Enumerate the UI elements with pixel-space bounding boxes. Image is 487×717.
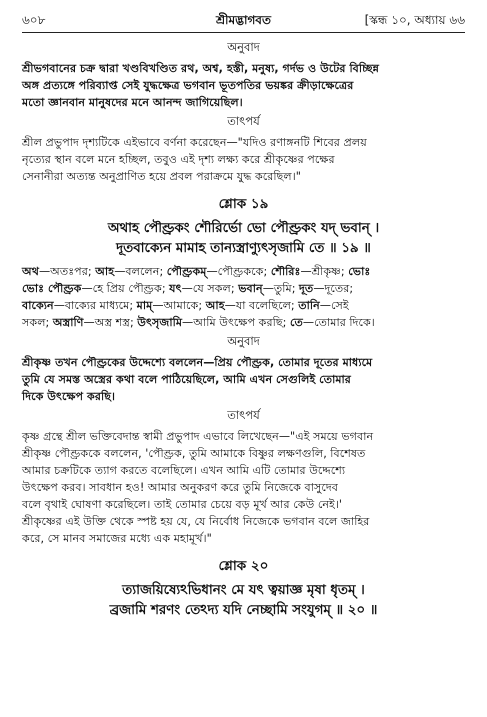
text-line: শ্রীকৃষ্ণ তখন পৌণ্ড্রকের উদ্দেশ্যে বললেন—প্রিয় পৌণ্ড্রক, তোমার দূতের মাধ্যমে — [22, 356, 373, 369]
gloss-text: —যে সকল; — [181, 282, 239, 295]
sanskrit-term: তে — [289, 316, 303, 329]
purport-text — [22, 134, 465, 185]
sanskrit-term: ভোঃ — [348, 265, 371, 278]
text-line: শ্রীকৃষ্ণ পৌণ্ড্রককে বললেন, 'পৌণ্ড্রক, তুমি আমাকে বিষ্ণুর লক্ষণগুলি, বিশেষত — [22, 447, 366, 460]
gloss-text: —তোমার দিকে। — [302, 316, 375, 329]
sloka-heading: শ্লোক ১৯ — [218, 196, 269, 212]
sanskrit-term: শৌরিঃ — [270, 265, 301, 278]
translation-heading: অনুবাদ — [227, 40, 260, 54]
purport-text — [22, 428, 465, 547]
sanskrit-term: মাম্ — [136, 299, 153, 312]
wbw-line — [22, 297, 465, 314]
sanskrit-term: বাক্যেন — [22, 299, 54, 312]
purport-heading: তাৎপর্য — [227, 114, 260, 128]
text-line: নৃত্যের স্থান বলে মনে হচ্ছিল, তবুও এই দৃশ্য লক্ষ্য করে শ্রীকৃষ্ণের পক্ষের — [22, 153, 335, 166]
sanskrit-term: অথ — [22, 265, 39, 278]
gloss-text: —তুমি; — [262, 282, 300, 295]
sanskrit-term: ভোঃ পৌণ্ড্রক — [22, 282, 82, 295]
text-line: করে, সে মানব সমাজের মধ্যে এক মহামূর্খ।" — [22, 532, 212, 545]
gloss-text: —হে প্রিয় পৌণ্ড্রক; — [81, 282, 170, 295]
text-line: কৃষ্ণ গ্রন্থে শ্রীল ভক্তিবেদান্ত স্বামী প্রভুপাদ এভাবে লিখেছেন—"এই সময়ে ভগবান — [22, 430, 374, 443]
text-line: দিকে উৎক্ষেপ করছি। — [22, 390, 115, 403]
translation-heading: অনুবাদ — [227, 334, 260, 348]
text-line: শ্রীভগবানের চক্র দ্বারা খণ্ডবিখণ্ডিত রথ, অশ্ব, হস্তী, মনুষ্য, গর্দভ ও উটের বিচ্ছিন্ন — [22, 62, 380, 75]
page-number: ৬০৮ — [22, 13, 46, 27]
sanskrit-term: তানি — [298, 299, 320, 312]
book-title: শ্রীমদ্ভাগবত — [215, 13, 271, 27]
text-line: আমার চক্রটিকে ত্যাগ করতে বলেছিলে। এখন আমি এটি তোমার উদ্দেশ্যে — [22, 464, 346, 477]
sanskrit-term: আহ — [95, 265, 115, 278]
sanskrit-term: দূত — [299, 282, 314, 295]
text-line: তুমি যে সমস্ত অস্ত্রের কথা বলে পাঠিয়েছিলে, আমি এখন সেগুলিই তোমার — [22, 373, 351, 386]
purport-heading: তাৎপর্য — [227, 408, 260, 422]
verse-line: অথাহ পৌণ্ড্রকং শৌরির্ভো ভো পৌণ্ড্রকং যদ্ ভবান্ । — [107, 221, 380, 236]
sanskrit-term: উৎসৃজামি — [137, 316, 183, 329]
sanskrit-term: ভবান্ — [238, 282, 263, 295]
verse-text — [22, 219, 465, 259]
text-line: সেনানীরা অত্যন্ত অনুপ্রাণিত হয়ে প্রবল পরাক্রমে যুদ্ধ করেছিল।" — [22, 170, 301, 183]
verse-line: ত্যাজয়িষ্যেঽভিধানং মে যৎ ত্বয়াজ্ঞ মৃষা ধৃতম্ । — [122, 583, 365, 598]
sanskrit-term: যৎ — [169, 282, 182, 295]
gloss-text: —আমি উৎক্ষেপ করছি; — [182, 316, 290, 329]
text-line: অঙ্গ প্রত্যঙ্গে পরিব্যাপ্ত সেই যুদ্ধক্ষেত্র ভগবান ভূতপতির ভয়ঙ্কর ক্রীড়াক্ষেত্রের — [22, 79, 354, 92]
sanskrit-term: অস্ত্রাণি — [52, 316, 84, 329]
gloss-text: —অতঃপর; — [38, 265, 96, 278]
sanskrit-term: আহ — [205, 299, 225, 312]
wbw-line — [22, 314, 465, 331]
gloss-text: সকল; — [22, 316, 53, 329]
text-line: মতো জ্ঞানবান মানুষদের মনে আনন্দ জাগিয়েছিল। — [22, 96, 243, 109]
gloss-text: —শ্রীকৃষ্ণ; — [300, 265, 349, 278]
gloss-text: —সেই — [319, 299, 349, 312]
verse-line: দূতবাক্যেন মামাহ তান্যস্ত্রাণ্যুৎসৃজামি তে ॥ ১৯ ॥ — [116, 241, 371, 256]
gloss-text: —পৌণ্ড্রককে; — [206, 265, 271, 278]
gloss-text: —দূতের; — [313, 282, 354, 295]
word-for-word — [22, 263, 465, 331]
gloss-text: —আমাকে; — [152, 299, 206, 312]
gloss-text: —যা বলেছিলে; — [224, 299, 299, 312]
text-line: শ্রীল প্রভুপাদ দৃশ্যটিকে এইভাবে বর্ণনা করেছেন—"যদিও রণাঙ্গনটি শিবের প্রলয় — [22, 136, 367, 149]
gloss-text: —অস্ত্র শস্ত্র; — [83, 316, 138, 329]
wbw-line — [22, 280, 465, 297]
chapter-reference: [স্কন্ধ ১০, অধ্যায় ৬৬ — [364, 13, 465, 27]
page-header — [22, 10, 465, 30]
header-divider — [22, 32, 465, 33]
gloss-text: —বললেন; — [114, 265, 167, 278]
gloss-text: —বাক্যের মাধ্যমে; — [53, 299, 137, 312]
wbw-line — [22, 263, 465, 280]
text-line: শ্রীকৃষ্ণের এই উক্তি থেকে স্পষ্ট হয় যে, যে নির্বোধ নিজেকে ভগবান বলে জাহির — [22, 515, 370, 528]
text-line: উৎক্ষেপ করব। সাবধান হও! আমার অনুকরণ করে তুমি নিজেকে বাসুদেব — [22, 481, 338, 494]
text-line: বলে বৃথাই ঘোষণা করেছিলে। তাই তোমার চেয়ে বড় মূর্খ আর কেউ নেই।' — [22, 498, 342, 511]
verse-line: ব্রজামি শরণং তেঽদ্য যদি নেচ্ছামি সংযুগম্ ॥ ২০ ॥ — [109, 603, 378, 618]
verse-text — [22, 581, 465, 621]
sanskrit-term: পৌণ্ড্রকম্ — [166, 265, 207, 278]
translation-text — [22, 60, 465, 111]
translation-text — [22, 354, 465, 405]
sloka-heading: শ্লোক ২০ — [218, 558, 269, 574]
